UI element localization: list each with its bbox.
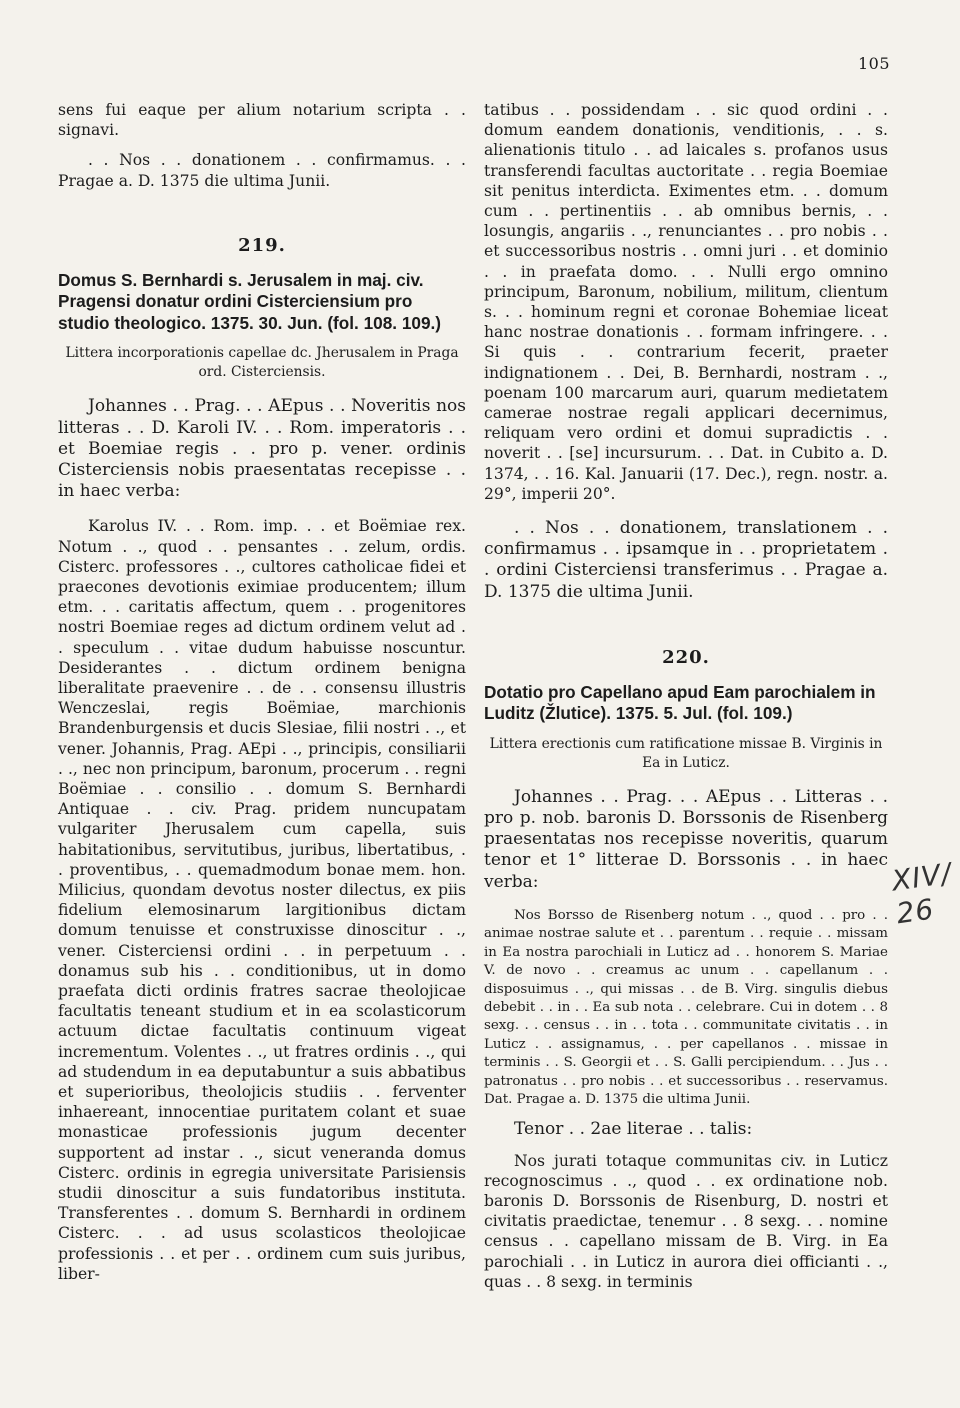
document-220-tenor: Tenor . . 2ae literae . . talis: [514, 1119, 753, 1140]
left-column [58, 100, 466, 1284]
right-continuation: tatibus . . possidendam . . sic quod ordini . . domum eandem donationis, venditionis, . . s. alienationis titulo . . ad laicales s. profanos usus transferendi facultas auctoritate . . regia Boemiae sit penitus interdicta. Eximentes etm. . . domum cum . . pertinentiis . . ab omnibus bernis, . . losungis, angariis . ., renunciantes . . pro nobis . . et successoribus nostris . . omni juri . . et dominio . . in praefata domo. . . Nulli ergo omnino principum, Baronum, nobilium, militum, clientum s. . . hominum regni et coronae Bohemiae liceat hanc nostrae donationis . . formam infringere. . . Si quis . . contrarium fecerit, praeter indignationem . . Dei, B. Bernhardi, nostram . ., poenam 100 marcarum auri, quarum medietatem camerae nostrae regali applicari decernimus, reliquam vero ordini et domui supradictis . . noverit . . [se] incursurum. . . Dat. in Cubito a. D. 1374, . . 16. Kal. Januarii (17. Dec.), regn. nostr. a. 29°, imperii 20°. [484, 101, 888, 503]
document-219-intro: Johannes . . Prag. . . AEpus . . Noveritis nos litteras . . D. Karoli IV. . . Rom. imperatoris . . et Boemiae regis . . pro p. vener. ordinis Cisterciensis nobis praesentatas recepisse . . in haec verba: [58, 396, 466, 502]
document-220-subheading: Littera erectionis cum ratificatione missae B. Virginis in Ea in Luticz. [489, 735, 883, 771]
left-paragraph-1: sens fui eaque per alium notarium scripta . . signavi. [58, 101, 466, 140]
document-220-number: 220. [662, 646, 710, 668]
page-number: 105 [857, 54, 890, 73]
document-219-charter: Karolus IV. . . Rom. imp. . . et Boëmiae rex. Notum . ., quod . . pensantes . . zelum, ordis. Cisterc. professores . ., cultores catholicae fidei et praecones devotionis eximiae producentem; illum etm. . . caritatis affectum, quem . . progenitores nostri Boemiae reges ad dictum ordinem velut ad . . speculum . . vitae dudum habuisse noscuntur. Desiderantes . . dictum ordinem benigna liberalitate praevenire . . de . . consensu illustris Wenczeslai, regis Boëmiae, marchionis Brandenburgensis et ducis Slesiae, filii nostri . ., et vener. Johannis, Prag. AEpi . ., principis, consiliarii . ., nec non principum, baronum, procerum . . regni Boëmiae . . consilio . . domum S. Bernhardi Antiquae . . civ. Prag. pridem nuncupatam vulgariter Jherusalem cum capella, suis habitationibus, servitutibus, juribus, libertatibus, . . proventibus, . . quemadmodum bonae mem. hon. Milicius, quondam devotus noster dilectus, ex piis fidelium elemosinarum largitionibus dictam domum tenuisse et construxisse dinoscitur . ., vener. Cisterciensi ordini . . in perpetuum . . donamus sub his . . conditionibus, ut in domo praefata dicti ordinis fratres sacrae theolojicae facultatis teneant studium et in ea scolasticorum actuum dictae facultatis continuum vigeat incrementum. Volentes . ., ut fratres ordinis . ., qui ad studendum in ea deputabuntur a suis abbatibus et superioribus, theolojicis studiis . . ferventer inhaereant, innocentiae puritatem colant et suae monasticae professionis jugum decenter supportent ad instar . ., sicut veneranda domus Cisterc. ordinis in egregia universitate Parisiensis studii dinoscitur a suis fundatoribus instituta. Transferentes . . domum S. Bernhardi in ordinem Cisterc. . . ad usus scolasticos theolojicae professionis . . et per . . ordinem cum suis juribus, liber- [58, 517, 466, 1283]
right-confirmation: . . Nos . . donationem, translationem . . confirmamus . . ipsamque in . . proprietatem . . ordini Cisterciensi transferimus . . Pragae a. D. 1375 die ultima Junii. [484, 518, 888, 602]
document-219-subheading: Littera incorporationis capellae dc. Jherusalem in Praga ord. Cisterciensis. [65, 345, 459, 381]
document-220-charter: Nos Borsso de Risenberg notum . ., quod . . pro . . animae nostrae salute et . . parentum . . requie . . missam in Ea nostra parochiali in Luticz ad . . honorem S. Mariae V. de novo . . creamus ac unum . . capellanum . . disposuimus . ., qui missas . . de B. Virg. singulis diebus debebit . . in . . Ea sub nota . . celebrare. Cui in dotem . . 8 sexg. . . census . . in . . tota . . communitate civitatis . . in Luticz . . assignamus, . . per capellanos . . missae in terminis . . S. Georgii et . . S. Galli percipiendum. . . Jus . . patronatus . . pro nobis . . et successoribus . . reservamus. Dat. Pragae a. D. 1375 die ultima Junii. [484, 907, 888, 1107]
document-219-number: 219. [238, 234, 286, 256]
document-220-second-letter: Nos jurati totaque communitas civ. in Luticz recognoscimus . ., quod . . ex ordinatione nob. baronis D. Borssonis de Risenburg, D. nostri et civitatis praedictae, tenemur . . 8 sexg. . . nomine census . . capellano missam de B. Virg. in Ea parochiali . . in Luticz in aurora diei officianti . ., quas . . 8 sexg. in terminis [484, 1151, 888, 1291]
document-219-heading: Domus S. Bernhardi s. Jerusalem in maj. civ. Pragensi donatur ordini Cisterciensium pro studio theologico. 1375. 30. Jun. (fol. 108. 109.) [58, 269, 442, 333]
document-220-heading: Dotatio pro Capellano apud Eam parochialem in Luditz (Žlutice). 1375. 5. Jul. (fol. 109.) [484, 681, 876, 724]
handwritten-margin-note: XIV/ 26 [889, 856, 954, 931]
right-column [484, 100, 888, 1292]
document-220-intro: Johannes . . Prag. . . AEpus . . Litteras . . pro p. nob. baronis D. Borssonis de Risenberg praesentatas nos recepisse noveritis, quarum tenor et 1° litterae D. Borssonis . . in haec verba: [484, 786, 888, 892]
left-paragraph-2: . . Nos . . donationem . . confirmamus. . . Pragae a. D. 1375 die ultima Junii. [58, 151, 466, 190]
